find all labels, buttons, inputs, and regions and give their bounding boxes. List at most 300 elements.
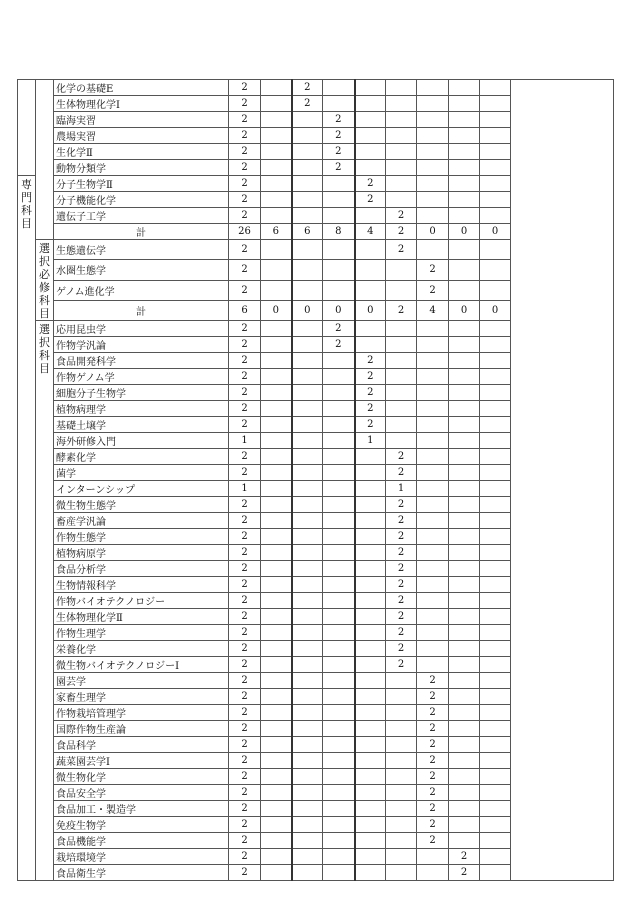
semester-cell [292,337,323,353]
semester-cell [386,337,417,353]
semester-cell [261,593,292,609]
semester-cell [417,529,449,545]
semester-cell [386,401,417,417]
semester-cell [386,128,417,144]
credits-cell: 2 [229,208,261,224]
semester-cell [323,513,355,529]
semester-cell [292,144,323,160]
subject-name: 食品科学 [54,737,229,753]
semester-cell [261,144,292,160]
semester-cell [261,689,292,705]
semester-cell [323,465,355,481]
semester-cell: 2 [417,801,449,817]
semester-cell [449,128,480,144]
semester-cell [261,817,292,833]
semester-cell [355,785,386,801]
subject-name: 微生物生態学 [54,497,229,513]
semester-cell [261,497,292,513]
semester-cell [323,785,355,801]
credits-cell: 2 [229,769,261,785]
subject-name: 臨海実習 [54,112,229,128]
semester-cell: 2 [386,513,417,529]
semester-cell [355,321,386,337]
semester-cell: 2 [417,769,449,785]
semester-cell [261,833,292,849]
semester-cell [417,80,449,96]
vertical-char: 択 [39,336,50,349]
semester-cell [449,769,480,785]
credits-cell: 2 [229,192,261,208]
semester-cell [323,369,355,385]
semester-cell: 2 [417,673,449,689]
semester-cell [323,849,355,865]
subject-name: ゲノム進化学 [54,280,229,300]
semester-cell [323,417,355,433]
credits-cell: 2 [229,625,261,641]
semester-cell [386,369,417,385]
elective-label [36,321,54,881]
semester-cell [386,865,417,881]
credits-cell: 2 [229,529,261,545]
semester-cell [480,208,511,224]
semester-cell [323,481,355,497]
vertical-char: 科 [39,349,50,362]
semester-cell [323,737,355,753]
total-semester-cell: 0 [480,224,511,240]
semester-cell: 2 [292,96,323,112]
semester-cell [449,260,480,280]
credits-cell: 2 [229,561,261,577]
semester-cell [386,737,417,753]
semester-cell [261,337,292,353]
semester-cell [261,449,292,465]
semester-cell: 2 [355,401,386,417]
subject-name: インターンシップ [54,481,229,497]
credits-cell: 2 [229,705,261,721]
semester-cell [323,96,355,112]
total-semester-cell: 0 [417,224,449,240]
semester-cell [449,176,480,192]
subject-name: 国際作物生産論 [54,721,229,737]
semester-cell [323,260,355,280]
semester-cell [261,160,292,176]
semester-cell [355,833,386,849]
total-credits: 6 [229,300,261,320]
semester-cell [449,433,480,449]
semester-cell [261,369,292,385]
semester-cell [292,385,323,401]
semester-cell [449,192,480,208]
semester-cell [323,689,355,705]
semester-cell: 2 [417,705,449,721]
semester-cell [386,833,417,849]
total-semester-cell: 8 [323,224,355,240]
semester-cell [261,280,292,300]
semester-cell [355,545,386,561]
semester-cell [323,192,355,208]
semester-cell [480,641,511,657]
semester-cell [449,625,480,641]
semester-cell [355,280,386,300]
subject-name: 生物情報科学 [54,577,229,593]
semester-cell [261,465,292,481]
semester-cell [292,513,323,529]
semester-cell [292,497,323,513]
semester-cell: 2 [386,641,417,657]
vertical-char: 目 [39,362,50,375]
semester-cell [323,280,355,300]
semester-cell [480,337,511,353]
semester-cell [261,785,292,801]
semester-cell [261,625,292,641]
semester-cell [323,529,355,545]
subject-name: 微生物化学 [54,769,229,785]
semester-cell [449,208,480,224]
semester-cell [480,369,511,385]
semester-cell [386,433,417,449]
total-semester-cell: 0 [449,300,480,320]
subject-name: 農場実習 [54,128,229,144]
semester-cell [355,849,386,865]
semester-cell [417,865,449,881]
subject-name: 海外研修入門 [54,433,229,449]
vertical-char: 選 [39,242,50,255]
semester-cell [417,176,449,192]
semester-cell [292,401,323,417]
semester-cell [355,801,386,817]
semester-cell: 2 [386,593,417,609]
semester-cell: 2 [449,849,480,865]
semester-cell [417,657,449,673]
subject-name: 畜産学汎論 [54,513,229,529]
semester-cell [417,128,449,144]
semester-cell [323,385,355,401]
semester-cell [449,280,480,300]
major-group-cell-top [18,80,36,176]
credits-cell: 2 [229,657,261,673]
total-label: 計 [54,224,229,240]
semester-cell [480,625,511,641]
semester-cell [323,577,355,593]
subject-name: 植物病理学 [54,401,229,417]
semester-cell [449,80,480,96]
semester-cell [480,865,511,881]
semester-cell [355,593,386,609]
semester-cell [449,593,480,609]
credits-cell: 1 [229,433,261,449]
subject-name: 免疫生物学 [54,817,229,833]
semester-cell [417,321,449,337]
semester-cell [480,260,511,280]
semester-cell [261,240,292,260]
semester-cell [292,849,323,865]
semester-cell [449,465,480,481]
semester-cell [292,353,323,369]
subject-name: 植物病原学 [54,545,229,561]
total-semester-cell: 0 [292,300,323,320]
semester-cell [323,433,355,449]
credits-cell: 2 [229,641,261,657]
credits-cell: 2 [229,160,261,176]
total-credits: 26 [229,224,261,240]
semester-cell [323,625,355,641]
semester-cell [292,417,323,433]
required-group-cell [36,80,54,240]
credits-cell: 2 [229,385,261,401]
credits-cell: 2 [229,849,261,865]
semester-cell: 2 [355,353,386,369]
semester-cell: 2 [323,112,355,128]
semester-cell [292,753,323,769]
semester-cell [480,128,511,144]
semester-cell [449,481,480,497]
semester-cell [261,260,292,280]
semester-cell: 2 [417,689,449,705]
semester-cell [323,753,355,769]
semester-cell [480,497,511,513]
semester-cell [417,449,449,465]
semester-cell [449,160,480,176]
semester-cell: 2 [417,737,449,753]
semester-cell [355,465,386,481]
subject-name: 生体物理化学Ⅰ [54,96,229,112]
semester-cell [449,353,480,369]
credits-cell: 2 [229,737,261,753]
semester-cell [449,369,480,385]
semester-cell [261,401,292,417]
semester-cell [261,321,292,337]
semester-cell [449,737,480,753]
semester-cell [480,593,511,609]
total-semester-cell: 6 [292,224,323,240]
semester-cell [449,705,480,721]
semester-cell [323,657,355,673]
subject-name: 食品分析学 [54,561,229,577]
semester-cell [355,80,386,96]
semester-cell [323,80,355,96]
semester-cell [386,353,417,369]
semester-cell [261,385,292,401]
subject-name: 栽培環境学 [54,849,229,865]
semester-cell [386,817,417,833]
subject-name: 化学の基礎E [54,80,229,96]
semester-cell [355,641,386,657]
semester-cell [292,208,323,224]
subject-name: 基礎土壌学 [54,417,229,433]
semester-cell [323,705,355,721]
vertical-char: 専 [21,178,32,191]
semester-cell [261,192,292,208]
remarks-cell [511,80,614,881]
semester-cell [386,192,417,208]
semester-cell [480,657,511,673]
semester-cell [355,769,386,785]
semester-cell [292,641,323,657]
semester-cell [323,865,355,881]
semester-cell: 2 [355,192,386,208]
subject-name: 食品機能学 [54,833,229,849]
semester-cell: 2 [355,417,386,433]
semester-cell [292,865,323,881]
semester-cell [386,321,417,337]
subject-name: 酵素化学 [54,449,229,465]
semester-cell: 2 [323,128,355,144]
subject-name: 作物ゲノム学 [54,369,229,385]
credits-cell: 2 [229,280,261,300]
semester-cell [417,337,449,353]
credits-cell: 2 [229,240,261,260]
semester-cell [480,160,511,176]
subject-name: 作物生理学 [54,625,229,641]
semester-cell: 2 [323,321,355,337]
semester-cell [261,481,292,497]
credits-cell: 2 [229,321,261,337]
semester-cell [292,465,323,481]
semester-cell [261,577,292,593]
vertical-char: 選 [39,323,50,336]
semester-cell [449,689,480,705]
semester-cell [417,401,449,417]
semester-cell [417,112,449,128]
total-semester-cell: 2 [386,300,417,320]
semester-cell: 2 [386,609,417,625]
semester-cell [292,801,323,817]
semester-cell [417,369,449,385]
subject-name: 作物生態学 [54,529,229,545]
credits-cell: 2 [229,96,261,112]
semester-cell [261,513,292,529]
total-semester-cell: 4 [417,300,449,320]
semester-cell [261,417,292,433]
semester-cell [480,80,511,96]
semester-cell [261,208,292,224]
semester-cell [292,817,323,833]
semester-cell: 2 [386,529,417,545]
subject-name: 細胞分子生物学 [54,385,229,401]
semester-cell: 2 [386,497,417,513]
semester-cell [449,753,480,769]
subject-name: 水圏生態学 [54,260,229,280]
subject-name: 栄養化学 [54,641,229,657]
semester-cell [480,673,511,689]
credits-cell: 2 [229,593,261,609]
semester-cell [480,561,511,577]
semester-cell [480,280,511,300]
subject-name: 分子機能化学 [54,192,229,208]
semester-cell [449,337,480,353]
semester-cell [355,577,386,593]
semester-cell [292,481,323,497]
semester-cell [261,176,292,192]
semester-cell [292,192,323,208]
semester-cell [261,609,292,625]
credits-cell: 2 [229,176,261,192]
semester-cell [323,208,355,224]
semester-cell [449,497,480,513]
subject-name: 遺伝子工学 [54,208,229,224]
semester-cell [386,673,417,689]
semester-cell [386,689,417,705]
semester-cell [292,577,323,593]
semester-cell [292,593,323,609]
credits-cell: 2 [229,80,261,96]
semester-cell [355,497,386,513]
vertical-char: 目 [39,307,50,320]
semester-cell [386,721,417,737]
semester-cell: 2 [323,337,355,353]
subject-name: 応用昆虫学 [54,321,229,337]
semester-cell [449,529,480,545]
semester-cell [480,513,511,529]
semester-cell [355,657,386,673]
credits-cell: 2 [229,260,261,280]
semester-cell [355,96,386,112]
semester-cell [261,545,292,561]
semester-cell [261,80,292,96]
semester-cell [355,337,386,353]
semester-cell [480,321,511,337]
semester-cell [386,849,417,865]
semester-cell [480,481,511,497]
semester-cell [323,833,355,849]
semester-cell [480,465,511,481]
semester-cell [323,449,355,465]
subject-name: 生体物理化学Ⅱ [54,609,229,625]
semester-cell [292,240,323,260]
semester-cell [292,721,323,737]
credits-cell: 2 [229,609,261,625]
credits-cell: 2 [229,801,261,817]
semester-cell [480,144,511,160]
semester-cell: 2 [355,385,386,401]
subject-name: 食品加工・製造学 [54,801,229,817]
semester-cell [292,737,323,753]
semester-cell: 2 [386,561,417,577]
semester-cell [355,753,386,769]
semester-cell [480,849,511,865]
total-semester-cell: 0 [449,224,480,240]
semester-cell [355,721,386,737]
semester-cell [261,353,292,369]
semester-cell [417,417,449,433]
semester-cell [355,865,386,881]
semester-cell [292,280,323,300]
credits-cell: 2 [229,833,261,849]
semester-cell [386,112,417,128]
total-semester-cell: 0 [480,300,511,320]
semester-cell: 2 [386,208,417,224]
curriculum-table [17,79,614,881]
semester-cell: 2 [386,625,417,641]
semester-cell [261,849,292,865]
subject-name: 生態遺伝学 [54,240,229,260]
semester-cell: 2 [417,280,449,300]
semester-cell [355,817,386,833]
semester-cell [449,833,480,849]
semester-cell: 2 [417,260,449,280]
subject-name: 蔬菜園芸学Ⅰ [54,753,229,769]
credits-cell: 2 [229,673,261,689]
semester-cell [417,513,449,529]
vertical-char: 門 [21,191,32,204]
semester-cell [355,625,386,641]
total-semester-cell: 0 [355,300,386,320]
semester-cell [292,433,323,449]
semester-cell [480,705,511,721]
semester-cell [292,449,323,465]
credits-cell: 2 [229,721,261,737]
semester-cell [417,465,449,481]
